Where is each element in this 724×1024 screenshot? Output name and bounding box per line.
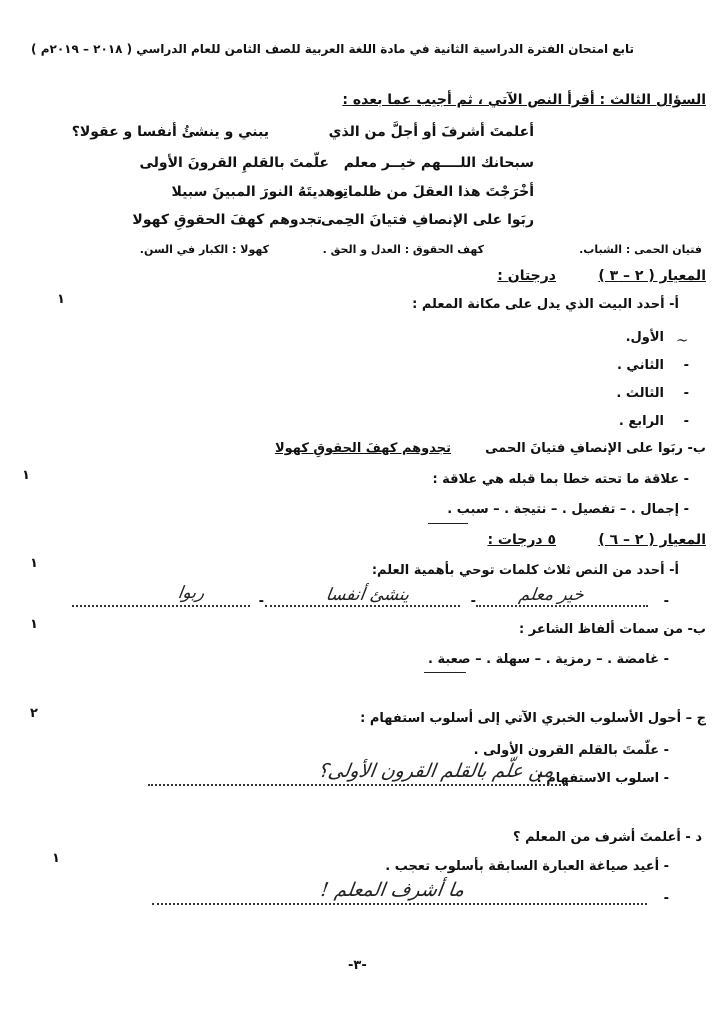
handwritten-answer: خير معلم — [517, 585, 586, 605]
poem-line-2-left: علّمتَ بالقلمِ القرونَ الأولى — [139, 155, 329, 171]
question-2d-text: د - أعلمتَ أشرف من المعلم ؟ — [513, 830, 702, 845]
glossary-item: كهف الحقوق : العدل و الحق . — [322, 243, 484, 256]
poem-line-3-left: وهديتَهُ النورَ المبينَ سبيلا — [171, 184, 344, 200]
hand-underline — [424, 672, 466, 673]
exam-header: تابع امتحان الفترة الدراسية الثانية في مادة اللغة العربية للصف الثامن للعام الدراسي ( ٢٠١٨ – ٢٠١٩م ) — [31, 42, 634, 56]
answer-dash: - — [470, 594, 476, 609]
glossary-item: كهولا : الكبار في السن. — [139, 243, 269, 256]
option-third: الثالث . — [616, 386, 664, 401]
option-dash: - — [683, 414, 689, 429]
question-2b-text: ب- من سمات ألفاظ الشاعر : — [519, 622, 706, 637]
check-mark: ~ — [675, 331, 691, 349]
option-dash: - — [683, 386, 689, 401]
grade-mark: ١ — [30, 556, 38, 571]
option-fourth: الرابع . — [618, 414, 664, 429]
handwritten-answer: ربوا — [176, 583, 206, 603]
option-second: الثاني . — [616, 358, 664, 373]
handwritten-answer: ينشئ أنفسا — [324, 585, 411, 605]
question-b-options: - إجمال . – تفصيل . – نتيجة . – سبب . — [447, 502, 689, 517]
question-2c-label: - اسلوب الاستفهام : — [536, 771, 669, 786]
grade-mark: ١ — [52, 851, 60, 866]
question-2a-text: أ- أحدد من النص ثلاث كلمات توحي بأهمية العلم: — [371, 563, 679, 578]
grade-mark: ١ — [57, 292, 65, 307]
poem-line-4-right: ربَوا على الإنصافِ فتيانَ الحِمى — [320, 212, 534, 228]
question-2c-sentence: - علّمتَ بالقلم القرون الأولى . — [473, 743, 669, 758]
poem-line-2-right: سبحانك اللــــهم خيــر معلم — [343, 155, 534, 171]
answer-dash: - — [663, 891, 669, 906]
question-a-text: أ- أحدد البيت الذي يدل على مكانة المعلم : — [412, 297, 679, 312]
question-b-underlined-line: تجدوهم كهفَ الحقوقِ كهولا — [274, 441, 451, 456]
question-2b-options: - غامضة . – رمزية . – سهلة . – صعبة . — [428, 652, 669, 667]
grade-mark: ١ — [22, 468, 30, 483]
question-b-prefix: ب- ربَوا على الإنصافِ فتيانَ الحمى — [485, 441, 706, 456]
question-2c-text: ج – أحول الأسلوب الخبري الآتي إلى أسلوب استفهام : — [360, 711, 706, 726]
glossary-item: فتيان الحمى : الشباب. — [579, 243, 702, 256]
answer-line — [265, 605, 460, 607]
answer-dash: - — [258, 594, 264, 609]
answer-line — [152, 903, 647, 905]
answer-dash: - — [663, 594, 669, 609]
hand-underline — [428, 523, 468, 524]
criterion-points: ٥ درجات : — [487, 532, 556, 548]
poem-line-3-right: أخْرَجْتَ هذا العقلَ من ظلماتِهِ — [334, 184, 534, 200]
criterion-label: المعيار ( ٢ – ٣ ) — [598, 268, 706, 284]
poem-line-1-left: يبني و ينشئُ أنفسا و عقولا؟ — [71, 124, 269, 140]
grade-mark: ٢ — [30, 706, 38, 721]
handwritten-answer: ما أشرف المعلم ! — [319, 879, 466, 901]
handwritten-answer: من علّم بالقلم القرون الأولى؟ — [316, 760, 556, 782]
answer-line — [72, 605, 250, 607]
question3-title: السؤال الثالث : أقرأ النص الآتي ، ثم أجيب عما بعده : — [342, 92, 706, 108]
grade-mark: ١ — [30, 617, 38, 632]
answer-line — [476, 605, 648, 607]
criterion-points: درجتان : — [497, 268, 556, 284]
poem-line-1-right: أعلمتَ أشرفَ أو أجلَّ من الذي — [328, 124, 534, 140]
question-b-sub: - علاقة ما تحته خطا بما قبله هي علاقة : — [432, 472, 689, 487]
question-2d-sub: - أعيد صياغة العبارة السابقة بأسلوب تعجب . — [385, 859, 669, 874]
option-dash: - — [683, 358, 689, 373]
option-first: الأول. — [625, 330, 664, 345]
answer-line — [148, 784, 568, 786]
criterion-label: المعيار ( ٢ – ٦ ) — [598, 532, 706, 548]
poem-line-4-left: تجدوهم كهفَ الحقوقِ كهولا — [132, 212, 322, 228]
page-number: -٣- — [348, 958, 367, 973]
